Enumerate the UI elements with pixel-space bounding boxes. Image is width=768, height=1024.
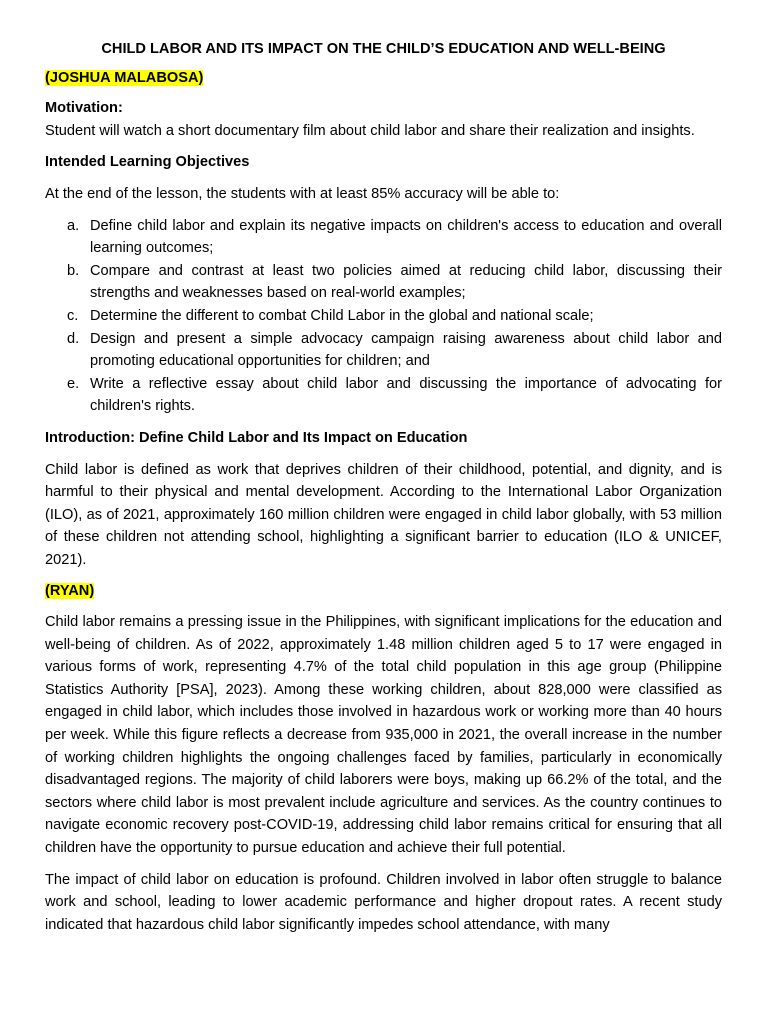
list-marker: e. — [67, 375, 80, 392]
motivation-heading: Motivation: — [45, 100, 123, 117]
objectives-heading: Intended Learning Objectives — [45, 154, 250, 171]
highlighted-author-name: (RYAN) — [45, 583, 95, 600]
list-marker: c. — [67, 307, 79, 324]
list-item-text: Define child labor and explain its negative impacts on children's access to education and overall learning outcomes; — [90, 217, 722, 257]
impact-paragraph: The impact of child labor on education is profound. Children involved in labor often struggle to balance work and school, leading to lower academic performance and higher dropout rates. A recent study indicated that hazardous child labor significantly impedes school attendance, with many — [45, 871, 722, 933]
list-item-text: Compare and contrast at least two policies aimed at reducing child labor, discussing their strengths and weaknesses based on real-world examples; — [90, 262, 722, 302]
philippines-section — [45, 611, 722, 860]
list-marker: b. — [67, 262, 80, 279]
introduction-section — [45, 459, 722, 572]
list-item-text: Write a reflective essay about child labor and discussing the importance of advocating for children's rights. — [90, 375, 722, 415]
philippines-paragraph: Child labor remains a pressing issue in the Philippines, with significant implications for the education and well-being of children. As of 2022, approximately 1.48 million children aged 5 to 17 were engaged in various forms of work, representing 4.7% of the total child population in this age group (Philippine Statistics Authority [PSA], 2023). Among these working children, about 828,000 were classified as engaged in child labor, which includes those involved in hazardous work or working more than 40 hours per week. While this figure reflects a decrease from 935,000 in 2021, the overall increase in the number of working children highlights the ongoing challenges faced by families, particularly in economically disadvantaged regions. The majority of child laborers were boys, making up 66.2% of the total, and the sectors where child labor is most prevalent include agriculture and services. As the country continues to navigate economic recovery post-COVID-19, addressing child labor remains critical for ensuring that all children have the opportunity to pursue education and achieve their full potential. — [45, 614, 722, 856]
introduction-heading-block — [45, 427, 722, 450]
objectives-intro-block — [45, 183, 722, 206]
list-item — [45, 305, 722, 328]
list-item-text: Determine the different to combat Child Labor in the global and national scale; — [90, 307, 594, 324]
introduction-paragraph: Child labor is defined as work that deprives children of their childhood, potential, and dignity, and is harmful to their physical and mental development. According to the International Labor Organization (ILO), as of 2021, approximately 160 million children were engaged in child labor globally, with 53 million of these children not attending school, highlighting a significant barrier to education (ILO & UNICEF, 2021). — [45, 461, 722, 568]
motivation-section — [45, 97, 722, 142]
objectives-list — [45, 215, 722, 418]
impact-section — [45, 869, 722, 937]
list-marker: a. — [67, 217, 80, 234]
list-item — [45, 260, 722, 305]
motivation-text: Student will watch a short documentary film about child labor and share their realization and insights. — [45, 122, 695, 139]
list-marker: d. — [67, 330, 80, 347]
objectives-heading-block — [45, 151, 722, 174]
list-item — [45, 215, 722, 260]
author-tag — [45, 67, 722, 90]
list-item — [45, 328, 722, 373]
list-item — [45, 373, 722, 418]
document-title: CHILD LABOR AND ITS IMPACT ON THE CHILD’S EDUCATION AND WELL-BEING — [101, 41, 666, 57]
objectives-intro: At the end of the lesson, the students with at least 85% accuracy will be able to: — [45, 185, 560, 202]
highlighted-author-name: (JOSHUA MALABOSA) — [45, 69, 204, 86]
author-tag — [45, 580, 722, 603]
list-item-text: Design and present a simple advocacy campaign raising awareness about child labor and promoting educational opportunities for children; and — [90, 330, 722, 370]
introduction-heading: Introduction: Define Child Labor and Its Impact on Education — [45, 429, 468, 446]
